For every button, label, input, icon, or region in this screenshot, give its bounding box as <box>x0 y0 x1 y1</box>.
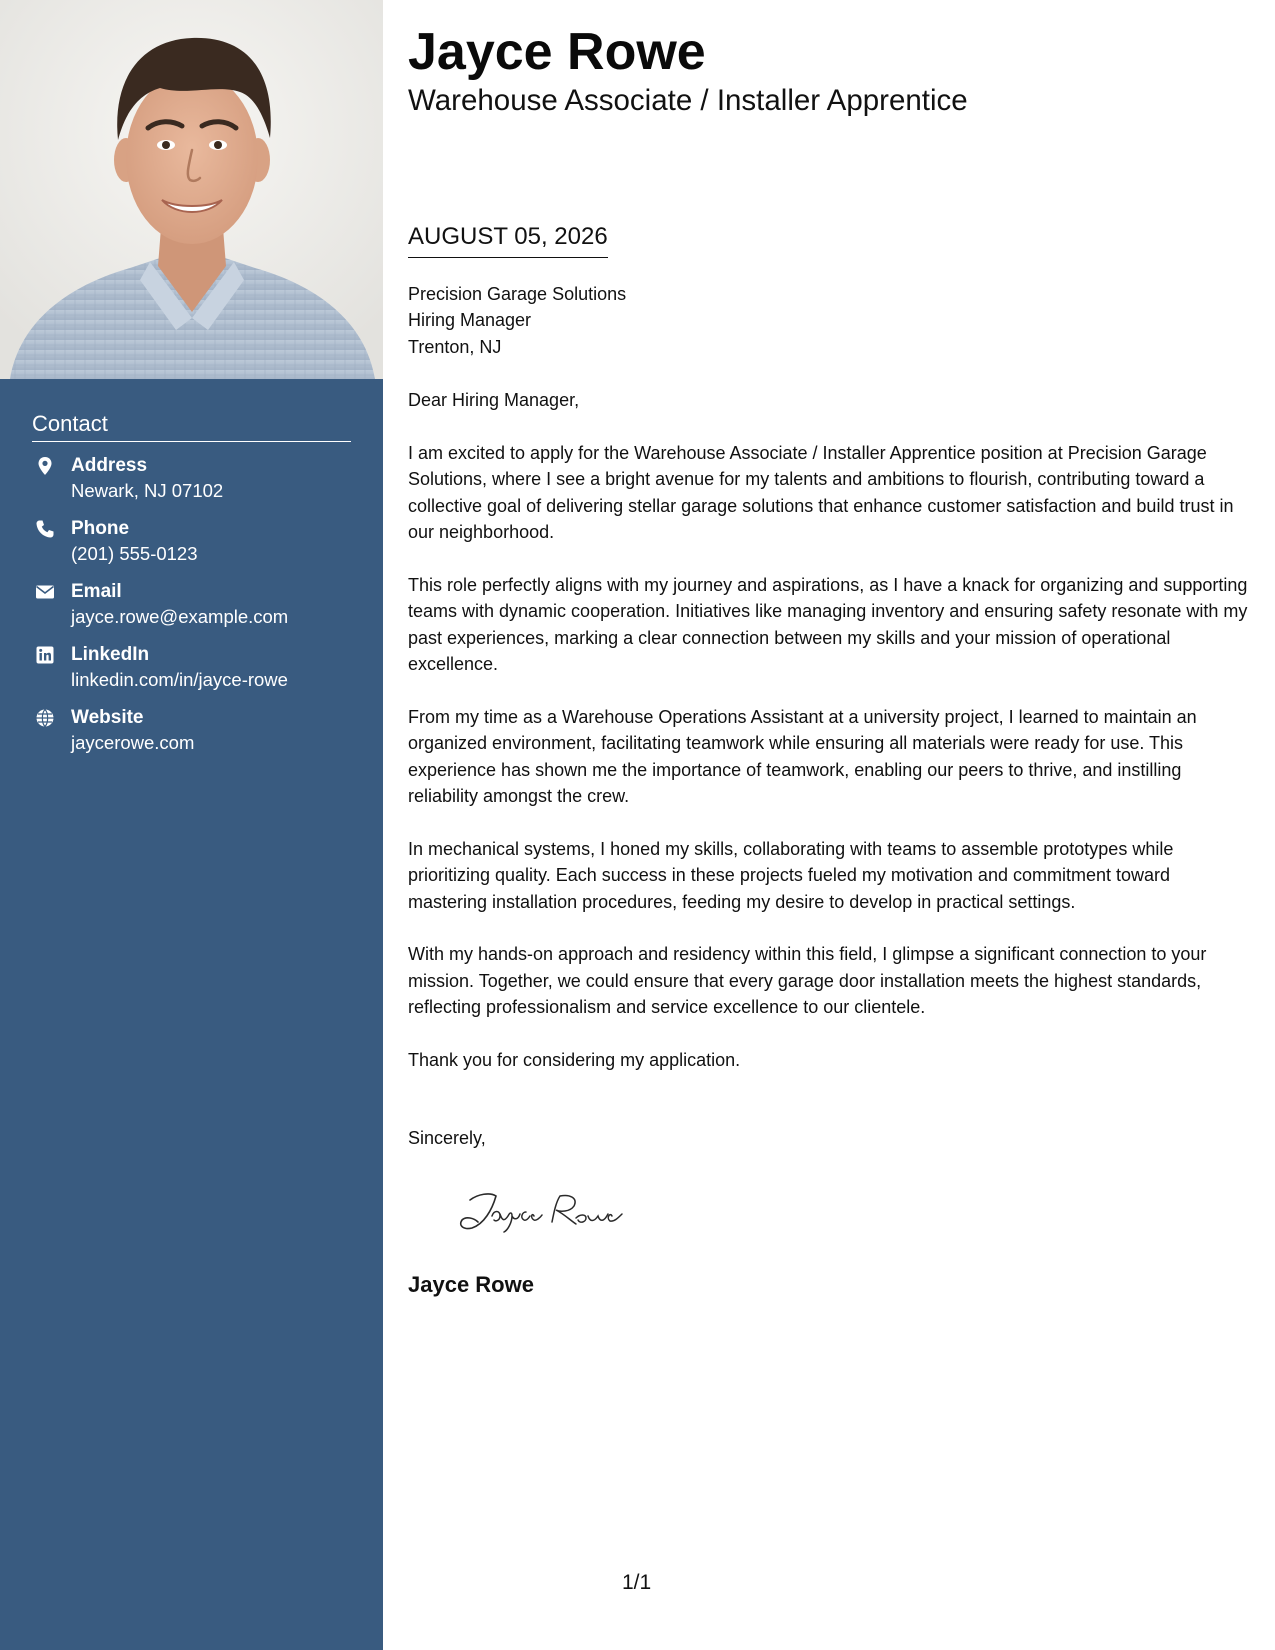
contact-section <box>32 410 351 769</box>
salutation: Dear Hiring Manager, <box>408 390 580 410</box>
paragraph: In mechanical systems, I honed my skills, collaborating with teams to assemble prototypes while prioritizing quality. Each success in these projects fueled my motivation and commitment toward mastering installation procedures, feeding my desire to develop in practical settings. <box>408 838 1174 912</box>
contact-item-linkedin <box>32 643 351 706</box>
contact-label: LinkedIn <box>71 644 150 665</box>
page-number: 1/1 <box>622 1571 652 1594</box>
recipient-block <box>408 281 626 360</box>
recipient-company: Precision Garage Solutions <box>408 284 627 304</box>
contact-item-email <box>32 580 351 643</box>
contact-label: Website <box>71 707 144 728</box>
paragraph: From my time as a Warehouse Operations Assistant at a university project, I learned to maintain an organized environment, facilitating teamwork while ensuring all materials were ready for use. This experience has shown me the importance of teamwork, enabling our peers to thrive, and instilling reliability amongst the crew. <box>408 706 1197 807</box>
paragraph: I am excited to apply for the Warehouse Associate / Installer Apprentice position at Precision Garage Solutions, where I see a bright avenue for my talents and ambitions to flourish, contributing toward a collective goal of delivering stellar garage solutions that enhance customer satisfaction and build trust in our neighborhood. <box>408 442 1234 543</box>
linkedin-icon <box>35 645 55 665</box>
contact-item-website <box>32 706 351 769</box>
signature-image <box>448 1180 638 1240</box>
job-title: Warehouse Associate / Installer Apprentice <box>408 84 968 117</box>
contact-heading: Contact <box>32 410 351 442</box>
profile-photo <box>0 0 383 379</box>
closing: Sincerely, <box>408 1128 486 1148</box>
paragraph: Thank you for considering my application. <box>408 1050 741 1071</box>
letter-body <box>408 387 1248 1100</box>
contact-label: Phone <box>71 518 130 539</box>
linkedin-value[interactable]: linkedin.com/in/jayce-rowe <box>71 669 288 690</box>
signer-name: Jayce Rowe <box>408 1272 534 1297</box>
paragraph: This role perfectly aligns with my journey and aspirations, as I have a knack for organizing and supporting teams with dynamic cooperation. Initiatives like managing inventory and ensuring safety resonate with my past experiences, marking a clear connection between my skills and your mission of operational excellence. <box>408 574 1248 675</box>
globe-icon <box>35 708 55 728</box>
sidebar <box>0 0 383 1650</box>
map-pin-icon <box>35 456 55 476</box>
envelope-icon <box>35 582 55 602</box>
website-value[interactable]: jaycerowe.com <box>71 732 195 753</box>
applicant-name: Jayce Rowe <box>408 23 706 81</box>
contact-label: Address <box>71 455 148 476</box>
contact-item-phone <box>32 517 351 580</box>
recipient-role: Hiring Manager <box>408 310 532 331</box>
contact-label: Email <box>71 581 122 602</box>
phone-value: (201) 555-0123 <box>71 543 198 564</box>
email-value[interactable]: jayce.rowe@example.com <box>71 606 289 627</box>
phone-icon <box>35 519 55 539</box>
contact-list <box>32 454 351 769</box>
contact-item-address <box>32 454 351 517</box>
address-value: Newark, NJ 07102 <box>71 480 224 501</box>
paragraph: With my hands-on approach and residency within this field, I glimpse a significant connection to your mission. Together, we could ensure that every garage door installation meets the highest standards, reflecting professionalism and service excellence to our clientele. <box>408 944 1207 1018</box>
letter-date: AUGUST 05, 2026 <box>408 221 608 258</box>
portrait-image <box>0 0 383 379</box>
recipient-location: Trenton, NJ <box>408 336 502 357</box>
